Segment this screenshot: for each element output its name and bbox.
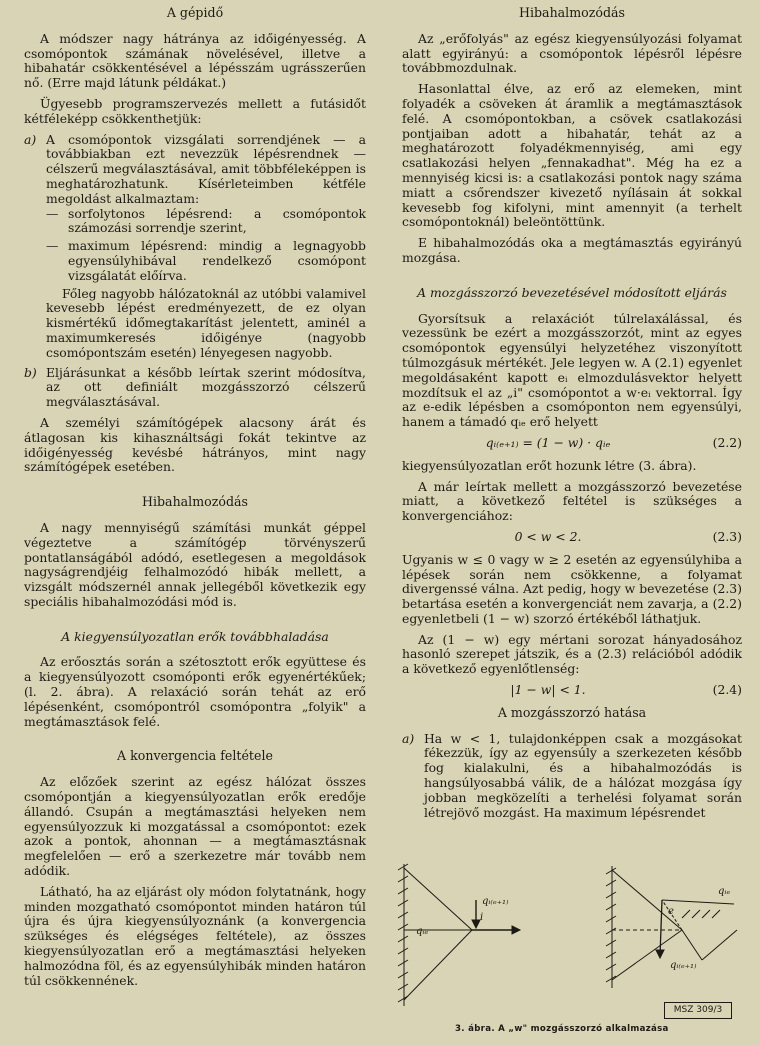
equation-2-4: [402, 683, 742, 698]
element-line: [404, 930, 472, 1000]
list-marker: a): [24, 131, 37, 147]
paragraph: Az (1 − w) egy mértani sorozat hányadosához hasonló szerepet játszik, és a (2.3) relációból adódik a következő egyenlőtlenség:: [402, 631, 742, 677]
section-heading-hatasa: A mozgásszorzó hatása: [497, 704, 647, 720]
label-q-ie: qᵢₑ: [416, 926, 429, 937]
equation-expression: qᵢ₍ₑ₊₁₎ = (1 − w) · qᵢₑ: [485, 434, 611, 450]
arrow-head: [656, 950, 664, 958]
hatch-line: [398, 864, 408, 1002]
label-i: i: [480, 912, 484, 923]
right-column: [402, 6, 742, 825]
section-heading-hibahalmozodas-2: Hibahalmozódás: [518, 5, 625, 20]
equation-number: (2.4): [712, 682, 742, 698]
hatch-line: [606, 868, 616, 982]
paragraph: A már leírtak mellett a mozgásszorzó bevezetése miatt, a következő feltétel is szükséges a konvergenciához:: [402, 478, 742, 524]
list-item-a: [24, 133, 366, 361]
equation-expression: |1 − w| < 1.: [510, 682, 586, 698]
dash-text: sorfolytonos lépésrend: a csomópontok számozási sorrendje szerint,: [68, 205, 366, 236]
paragraph: Az erőosztás során a szétosztott erők együttese és a kiegyensúlyozott csomóponti erők egyenértékűek; (l. 2. ábra). A relaxáció során tehát az erő lépésenként, csomópontról csomópontra „folyik" a megtámasztások felé.: [24, 654, 366, 729]
list-marker: b): [24, 364, 37, 380]
dash-marker: —: [46, 205, 59, 221]
element-line: [612, 870, 682, 930]
standard-stamp: MSZ 309/3: [664, 1002, 732, 1019]
element-line: [612, 930, 682, 980]
left-column: [24, 6, 366, 994]
figure-caption: 3. ábra. A „w" mozgásszorzó alkalmazása: [455, 1024, 669, 1034]
force-arrow: [660, 900, 662, 956]
list-item-b: [24, 366, 366, 410]
list-item-text: A csomópontok vizsgálati sorrendjének — a továbbiakban ezt nevezzük lépésrendnek — célszerű megválasztásával, amit többféleképpen is meghatározhatunk. Kísérleteimben kétféle megoldást alkalmaztam:: [46, 131, 366, 206]
section-heading-mozgasszorzo: A mozgásszorzó bevezetésével módosított eljárás: [417, 284, 727, 300]
list-marker: a): [402, 730, 415, 746]
displacement-line: [662, 900, 734, 904]
element-line: [404, 868, 472, 930]
displacement-line: [702, 930, 737, 960]
paragraph: Az előzőek szerint az egész hálózat összes csomópontján a kiegyensúlyozatlan erők eredője állandó. Csupán a megtámasztási helyeken nem egyensúlyozzuk ki mozgatással a csomópontot: ezek azok a pontok, ahonnan — a megtámasztásnak megfelelően — erő a szerkezetre már tovább nem adódik.: [24, 774, 366, 879]
dash-item: [46, 239, 366, 283]
hatch-line: [682, 910, 720, 918]
equation-2-2: [402, 436, 742, 451]
paragraph: A nagy mennyiségű számítási munkát géppel végeztetve a számítógép törvényszerű pontatlanságából adódó, esetlegesen a megoldások nagyságrendjéig felhalmozódó hibák mellett, a vizsgált módszernél annak jellegéből következik egy speciális hibahalmozódási mód is.: [24, 519, 366, 609]
list-item-a: [402, 732, 742, 821]
paragraph: Gyorsítsuk a relaxációt túlrelaxálással, és vezessünk be ezért a mozgásszorzót, mint az egyes csomópontok egyensúlyi helyzetéhez viszonyított túlmozgásuk mértékét. Jele legyen w. A (2.1) egyenlet megoldásaként kapott eᵢ elmozdulásvektor helyett mozdítsuk el az „i" csomópontot a w·eᵢ vektorral. Így az e-edik lépésben a csomóponton nem egyensúlyi, hanem a támadó qᵢₑ erő helyett: [402, 310, 742, 430]
list-item-text: Ha w < 1, tulajdonképpen csak a mozgásokat fékezzük, így az egyensúly a szerkezeten később fog kialakulni, és a hibahalmozódás is hangsúlyosabbá válik, de a hálózat mozgása így jobban megközelíti a terhelési folyamat során létrejövő mozgást. Ha maximum lépésrendet: [424, 730, 742, 820]
section-heading-hibahalmozodas: Hibahalmozódás: [141, 494, 248, 510]
dash-marker: —: [46, 238, 59, 254]
list-item-text: Eljárásunkat a később leírtak szerint módosítva, az ott definiált mozgásszorzó célszerű megválasztásával.: [46, 364, 366, 410]
equation-number: (2.3): [712, 528, 742, 544]
label-right-top: qᵢₑ: [718, 886, 731, 897]
dash-text: maximum lépésrend: mindig a legnagyobb egyensúlyhibával rendelkező csomópont vizsgálatát előírva.: [68, 238, 366, 283]
section-heading-gepido: A gépidő: [166, 5, 224, 20]
label-right-bottom: qᵢ₍ₑ₊₁₎: [670, 960, 697, 971]
list-item-tail: Főleg nagyobb hálózatoknál az utóbbi valamivel kevesebb lépést eredményezett, de ez olyan kismértékű időmegtakarítást jelentett, aminél a maximumkeresés időigénye (nagyobb csomópontszám esetén) lényegesen nagyobb.: [46, 285, 366, 360]
equation-expression: 0 < w < 2.: [514, 528, 582, 544]
displacement-line: [682, 930, 702, 960]
option-list: [24, 133, 366, 410]
paragraph: kiegyensúlyozatlan erőt hozunk létre (3. ábra).: [402, 457, 697, 473]
paragraph: Ugyanis w ≤ 0 vagy w ≥ 2 esetén az egyensúlyhiba a lépések során nem csökkenne, a folyamat divergenssé válna. Azt pedig, hogy w bevezetése (2.3) betartása esetén a konvergenciát nem zavarja, a (2.2) egyenletbeli (1 − w) szorzó értékéből láthatjuk.: [402, 551, 742, 626]
paragraph: A személyi számítógépek alacsony árát és átlagosan kis kihasználtsági fokát tekintve az időigényesség kevésbé hátrányos, mint nagy számítógépek esetében.: [24, 414, 366, 475]
label-e: e: [668, 906, 674, 917]
paragraph: A módszer nagy hátránya az időigényesség. A csomópontok számának növelésével, illetve a hibahatár csökkentésével a lépésszám ugrásszerűen nő. (Erre majd látunk példákat.): [24, 30, 366, 91]
equation-2-3: [402, 530, 742, 545]
paragraph: Az „erőfolyás" az egész kiegyensúlyozási folyamat alatt egyirányú: a csomópontok lépésről lépésre továbbmozdulnak.: [402, 30, 742, 76]
dash-item: [46, 207, 366, 237]
arrow-head: [512, 926, 520, 934]
arrow-head: [472, 920, 480, 928]
paragraph: Hasonlattal élve, az erő az elemeken, mint folyadék a csöveken át áramlik a megtámasztások felé. A csomópontokban, a csövek csatlakozási pontjaiban adott a hibahatár, tehát az a meghatározott folyadékmennyiség, ami egy csatlakozási helyen „fennakadhat". Még ha ez a mennyiség kicsi is: a csatlakozási pontok nagy száma miatt a csőrendszer kivezető nyílásain át sokkal kevesebb fog kifolyni, mint amennyit (a terhelt csomópontoknál) beleöntöttünk.: [402, 81, 742, 230]
paragraph: E hibahalmozódás oka a megtámasztás egyirányú mozgása.: [402, 235, 742, 265]
section-heading-tovabbhaladas: A kiegyensúlyozatlan erők továbbhaladása: [61, 628, 329, 644]
label-q-ie-next: qᵢ₍ₑ₊₁₎: [482, 896, 509, 907]
equation-number: (2.2): [712, 434, 742, 450]
section-heading-konvergencia: A konvergencia feltétele: [117, 748, 273, 764]
paragraph: Ügyesebb programszervezés mellett a futásidőt kétféleképp csökkenthetjük:: [24, 95, 366, 126]
paragraph: Látható, ha az eljárást oly módon folytatnánk, hogy minden mozgatható csomópontot minden határon túl újra és újra kiegyensúlyoznánk (a konvergencia szükséges és elégséges feltétele), az összes kiegyensúlyozatlan erő a megtámasztási helyeken halmozódna föl, és az egyensúlyhibák minden határon túl csökkennének.: [24, 883, 366, 988]
